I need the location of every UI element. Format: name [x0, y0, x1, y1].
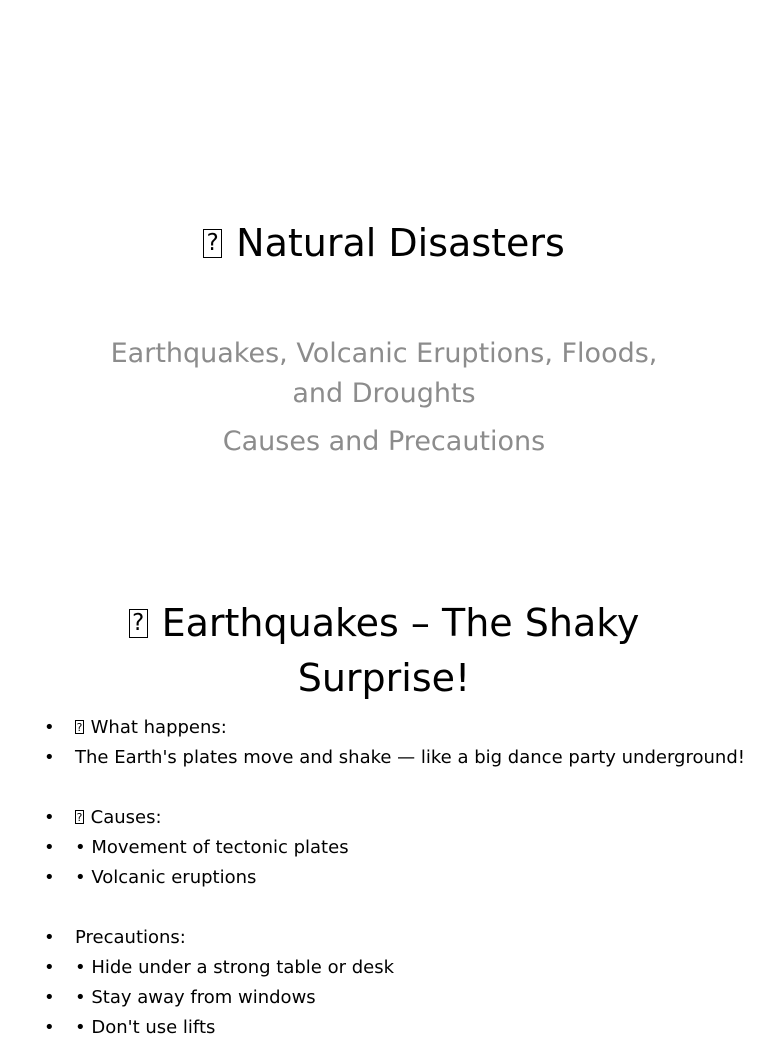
missing-glyph-icon: [129, 609, 148, 639]
list-item-text: • Stay away from windows: [75, 987, 316, 1008]
list-item: [0, 803, 768, 833]
list-item-text: • Hide under a strong table or desk: [75, 957, 395, 978]
section-title: [60, 596, 708, 706]
list-item-text: Causes:: [90, 807, 162, 828]
list-item: [0, 743, 768, 773]
list-item: [0, 923, 768, 953]
list-item: [0, 953, 768, 983]
list-item: [0, 1013, 768, 1043]
list-item: [0, 893, 768, 923]
bullet-list: [0, 713, 768, 1043]
subtitle-topics: Earthquakes, Volcanic Eruptions, Floods, and Droughts: [110, 338, 658, 409]
missing-glyph-icon: [75, 720, 84, 734]
list-item-text: What happens:: [90, 717, 227, 738]
list-item-text: The Earth's plates move and shake — like a big dance party underground!: [75, 747, 745, 768]
slide-title-text: Natural Disasters: [236, 221, 565, 265]
missing-glyph-icon: [203, 229, 222, 259]
list-item: [0, 833, 768, 863]
list-item-text: • Movement of tectonic plates: [75, 837, 349, 858]
list-item-text: • Don't use lifts: [75, 1017, 216, 1038]
list-item: [0, 773, 768, 803]
list-item: [0, 713, 768, 743]
list-item-text: Precautions:: [75, 927, 186, 948]
list-item: [0, 983, 768, 1013]
slide-title: [0, 220, 768, 266]
list-item: [0, 863, 768, 893]
list-item-text: • Volcanic eruptions: [75, 867, 257, 888]
missing-glyph-icon: [75, 810, 84, 824]
slide-subtitle: [100, 334, 668, 462]
subtitle-causes-precautions: Causes and Precautions: [222, 426, 546, 457]
section-title-text: Earthquakes – The Shaky Surprise!: [161, 601, 640, 700]
